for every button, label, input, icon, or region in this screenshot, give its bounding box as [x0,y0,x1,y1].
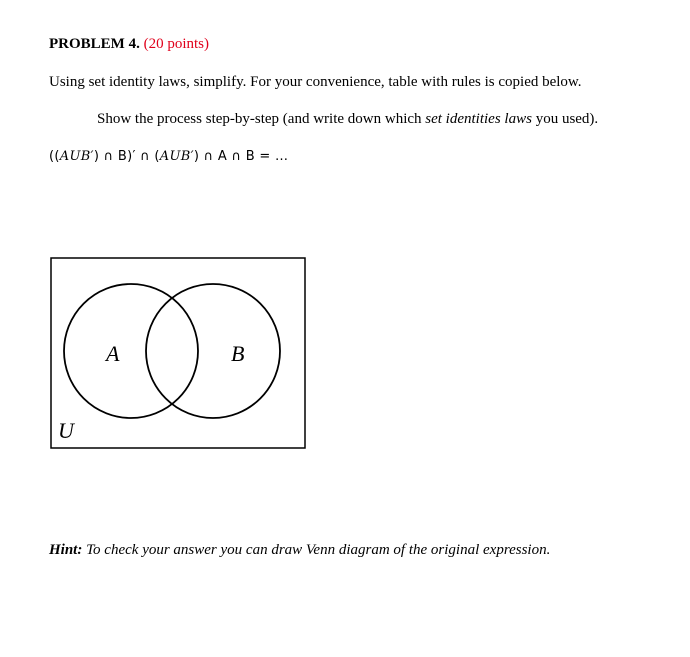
set-b-label: B [231,341,245,366]
hint-body: To check your answer you can draw Venn diagram of the original expression. [82,542,551,558]
set-b-circle [146,284,280,418]
problem-points: (20 points) [143,36,210,52]
expr-part-2: AUB′ [59,149,94,164]
venn-diagram [49,256,309,452]
hint-text [49,542,550,559]
expr-part-1: (( [49,149,60,164]
set-expression [49,149,288,164]
expr-part-4: AUB′ [159,149,194,164]
problem-title [49,36,209,53]
instructions-text: Using set identity laws, simplify. For your convenience, table with rules is copied below. [49,74,582,90]
process-text-emphasis: set identities laws [425,111,532,127]
set-a-label: A [106,341,120,366]
universe-label: U [58,418,74,443]
problem-heading: PROBLEM 4. [49,36,140,52]
set-a-circle [64,284,198,418]
process-text-before: Show the process step-by-step (and write down which [97,111,426,127]
hint-label: Hint: [49,542,83,558]
process-instruction [97,111,598,128]
expr-part-5: ) ∩ A ∩ B = … [193,149,289,164]
process-text-after: you used). [531,111,599,127]
universe-box [51,258,305,448]
expr-part-3: ) ∩ B)′ ∩ ( [93,149,160,164]
